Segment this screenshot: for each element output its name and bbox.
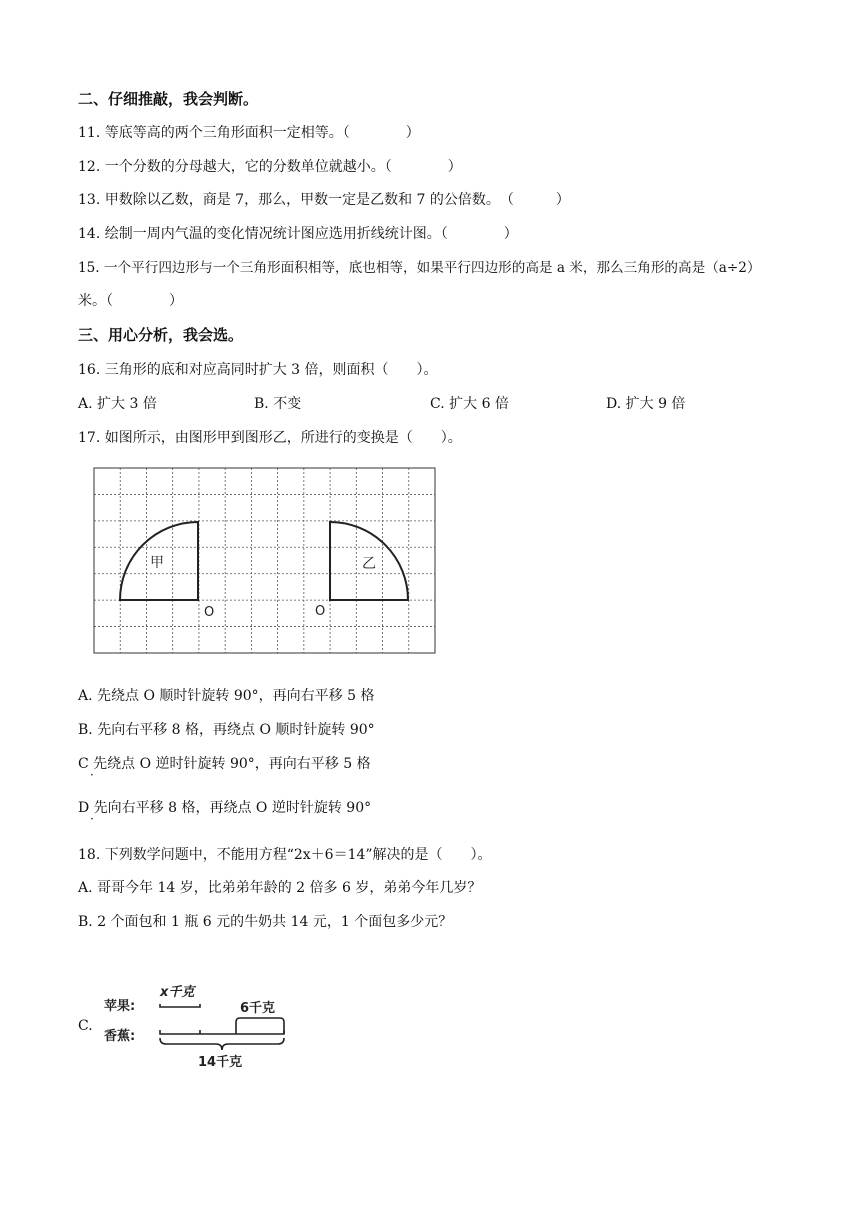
grid-border	[94, 468, 435, 653]
question-16-stem: 16. 三角形的底和对应高同时扩大 3 倍，则面积（ ）。	[78, 362, 438, 378]
q16-option-b: B. 不变	[254, 396, 302, 412]
question-15-line2: 米。（ ）	[78, 293, 183, 309]
q17-option-b: B. 先向右平移 8 格，再绕点 O 顺时针旋转 90°	[78, 722, 375, 738]
six-kg-brace	[236, 1018, 284, 1034]
transformation-grid-figure	[90, 464, 440, 658]
apple-label: 苹果:	[104, 999, 136, 1014]
total-kg-label: 14千克	[198, 1055, 243, 1070]
point-o-right: O	[315, 604, 326, 619]
q18-option-c-label: C.	[78, 1018, 93, 1034]
option-d-dot: ·	[90, 812, 94, 826]
apple-bar	[160, 1004, 200, 1007]
q17-option-c: C 先绕点 O 逆时针旋转 90°，再向右平移 5 格	[78, 756, 371, 772]
q18-option-b: B. 2 个面包和 1 瓶 6 元的牛奶共 14 元，1 个面包多少元？	[78, 914, 453, 930]
banana-bar	[160, 1030, 284, 1034]
x-kg-label: x千克	[160, 985, 195, 1000]
q16-option-c: C. 扩大 6 倍	[430, 396, 509, 412]
grid-lines	[94, 468, 435, 653]
q17-option-a: A. 先绕点 O 顺时针旋转 90°，再向右平移 5 格	[78, 688, 375, 704]
question-14: 14. 绘制一周内气温的变化情况统计图应选用折线统计图。（ ）	[78, 226, 518, 242]
option-c-dot: ·	[90, 768, 94, 782]
question-18-stem: 18. 下列数学问题中，不能用方程“2x＋6＝14”解决的是（ ）。	[78, 847, 492, 863]
apple-banana-bar-diagram	[100, 978, 300, 1074]
section-3-heading: 三、用心分析，我会选。	[78, 326, 244, 344]
question-12: 12. 一个分数的分母越大，它的分数单位就越小。（ ）	[78, 159, 462, 175]
section-2-heading: 二、仔细推敲，我会判断。	[78, 90, 259, 108]
total-brace	[160, 1038, 284, 1050]
q16-option-a: A. 扩大 3 倍	[78, 396, 157, 412]
question-13: 13. 甲数除以乙数，商是 7，那么，甲数一定是乙数和 7 的公倍数。 （ ）	[78, 192, 570, 208]
q17-option-d: D 先向右平移 8 格，再绕点 O 逆时针旋转 90°	[78, 800, 372, 816]
label-jia: 甲	[150, 555, 164, 571]
question-11: 11. 等底等高的两个三角形面积一定相等。（ ）	[78, 125, 420, 141]
six-kg-label: 6千克	[240, 1001, 276, 1016]
point-o-left: O	[204, 605, 215, 620]
label-yi: 乙	[362, 556, 376, 572]
question-17-stem: 17. 如图所示，由图形甲到图形乙，所进行的变换是（ ）。	[78, 430, 462, 446]
banana-label: 香蕉:	[104, 1029, 136, 1044]
q16-option-d: D. 扩大 9 倍	[606, 396, 686, 412]
q18-option-a: A. 哥哥今年 14 岁，比弟弟年龄的 2 倍多 6 岁，弟弟今年几岁？	[78, 880, 482, 896]
question-15-line1: 15. 一个平行四边形与一个三角形面积相等，底也相等，如果平行四边形的高是 a 米，那么三角形的高是（a÷2）	[78, 260, 761, 276]
